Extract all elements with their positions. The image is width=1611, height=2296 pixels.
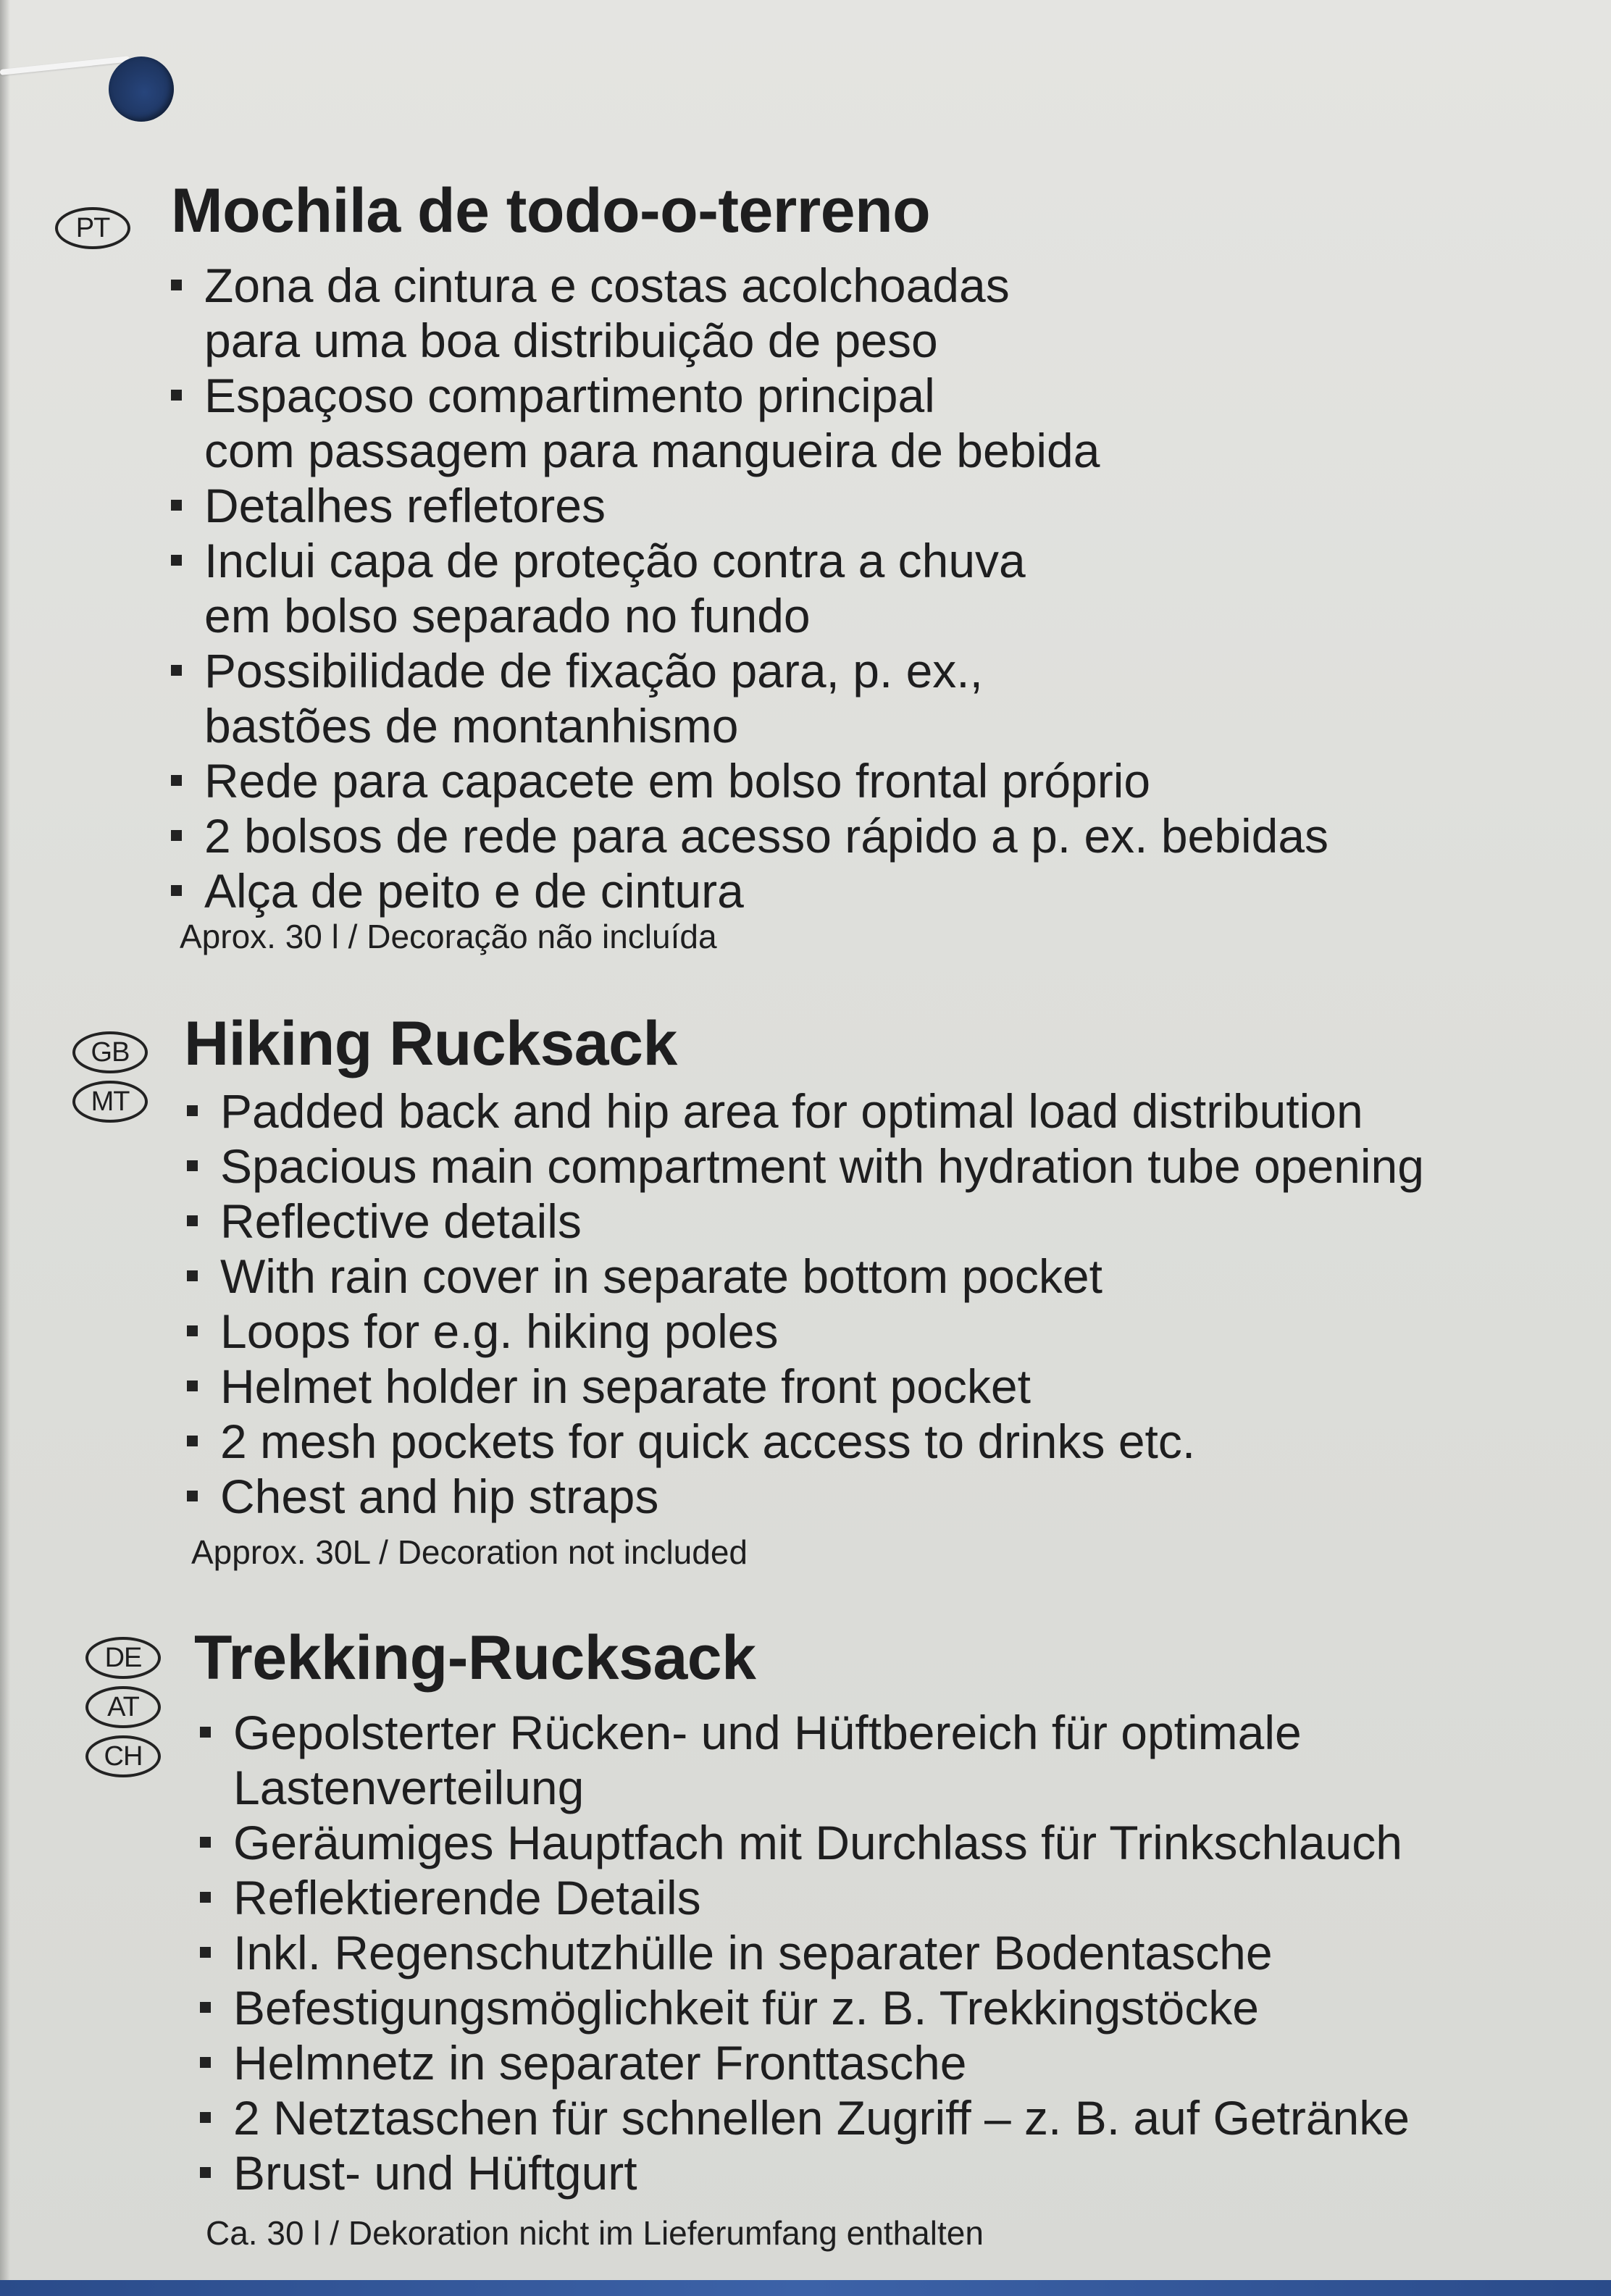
bullet-icon xyxy=(187,1491,198,1501)
bullet-icon xyxy=(187,1325,198,1336)
bullet-icon xyxy=(200,2057,211,2068)
blue-backing-edge xyxy=(0,2280,1611,2296)
bullet-icon xyxy=(200,2002,211,2013)
language-codes xyxy=(85,1637,161,1777)
tag-hole-icon xyxy=(109,56,174,122)
list-item: Reflective details xyxy=(187,1194,1424,1249)
language-code-badge: CH xyxy=(85,1735,161,1777)
bullet-icon xyxy=(187,1215,198,1226)
bullet-icon xyxy=(171,280,182,290)
bullet-icon xyxy=(187,1380,198,1391)
language-code-badge: AT xyxy=(85,1686,161,1728)
section-title: Mochila de todo-o-terreno xyxy=(171,176,931,246)
bullet-icon xyxy=(187,1105,198,1116)
bullet-icon xyxy=(171,775,182,786)
bullet-icon xyxy=(200,1837,211,1848)
list-item: Espaçoso compartimento principal com passagem para mangueira de bebida xyxy=(171,368,1328,478)
list-item: Padded back and hip area for optimal load distribution xyxy=(187,1084,1424,1139)
bullet-icon xyxy=(187,1160,198,1171)
list-item: Rede para capacete em bolso frontal próprio xyxy=(171,753,1328,808)
list-item: Zona da cintura e costas acolchoadas para uma boa distribuição de peso xyxy=(171,258,1328,368)
section-title: Trekking-Rucksack xyxy=(194,1623,756,1693)
list-item: Possibilidade de fixação para, p. ex., bastões de montanhismo xyxy=(171,643,1328,753)
list-item: 2 bolsos de rede para acesso rápido a p. ex. bebidas xyxy=(171,808,1328,863)
bullet-icon xyxy=(171,885,182,896)
list-item: Alça de peito e de cintura xyxy=(171,863,1328,918)
list-item: Spacious main compartment with hydration tube opening xyxy=(187,1139,1424,1194)
language-code-badge: MT xyxy=(72,1081,148,1123)
feature-list xyxy=(187,1084,1424,1524)
capacity-note: Approx. 30L / Decoration not included xyxy=(191,1533,748,1571)
language-codes xyxy=(72,1031,148,1123)
list-item: Helmnetz in separater Fronttasche xyxy=(200,2035,1410,2090)
bullet-icon xyxy=(171,555,182,566)
section-title: Hiking Rucksack xyxy=(184,1009,677,1078)
bullet-icon xyxy=(200,2112,211,2123)
capacity-note: Ca. 30 l / Dekoration nicht im Lieferumfang enthalten xyxy=(206,2214,984,2252)
bullet-icon xyxy=(187,1436,198,1446)
language-code-badge: PT xyxy=(55,207,130,249)
feature-list xyxy=(171,258,1328,918)
feature-list xyxy=(200,1705,1410,2200)
capacity-note: Aprox. 30 l / Decoração não incluída xyxy=(180,918,717,955)
bullet-icon xyxy=(171,830,182,841)
list-item: Reflektierende Details xyxy=(200,1870,1410,1925)
list-item: Inkl. Regenschutzhülle in separater Bodentasche xyxy=(200,1925,1410,1980)
bullet-icon xyxy=(171,390,182,401)
list-item: Helmet holder in separate front pocket xyxy=(187,1359,1424,1414)
language-code-badge: DE xyxy=(85,1637,161,1679)
list-item: 2 mesh pockets for quick access to drinks etc. xyxy=(187,1414,1424,1469)
bullet-icon xyxy=(200,1947,211,1958)
bullet-icon xyxy=(200,2167,211,2178)
list-item: Inclui capa de proteção contra a chuva em bolso separado no fundo xyxy=(171,533,1328,643)
card-edge-shadow xyxy=(0,0,10,2296)
list-item: Chest and hip straps xyxy=(187,1469,1424,1524)
list-item: Gepolsterter Rücken- und Hüftbereich für optimale Lastenverteilung xyxy=(200,1705,1410,1815)
list-item: Geräumiges Hauptfach mit Durchlass für Trinkschlauch xyxy=(200,1815,1410,1870)
list-item: Detalhes refletores xyxy=(171,478,1328,533)
list-item: With rain cover in separate bottom pocket xyxy=(187,1249,1424,1304)
bullet-icon xyxy=(171,500,182,511)
list-item: Loops for e.g. hiking poles xyxy=(187,1304,1424,1359)
bullet-icon xyxy=(200,1727,211,1738)
list-item: Brust- und Hüftgurt xyxy=(200,2145,1410,2200)
language-codes xyxy=(55,207,130,249)
tag-string xyxy=(0,56,130,75)
language-code-badge: GB xyxy=(72,1031,148,1073)
list-item: Befestigungsmöglichkeit für z. B. Trekkingstöcke xyxy=(200,1980,1410,2035)
bullet-icon xyxy=(187,1270,198,1281)
list-item: 2 Netztaschen für schnellen Zugriff – z. B. auf Getränke xyxy=(200,2090,1410,2145)
bullet-icon xyxy=(171,665,182,676)
bullet-icon xyxy=(200,1892,211,1903)
